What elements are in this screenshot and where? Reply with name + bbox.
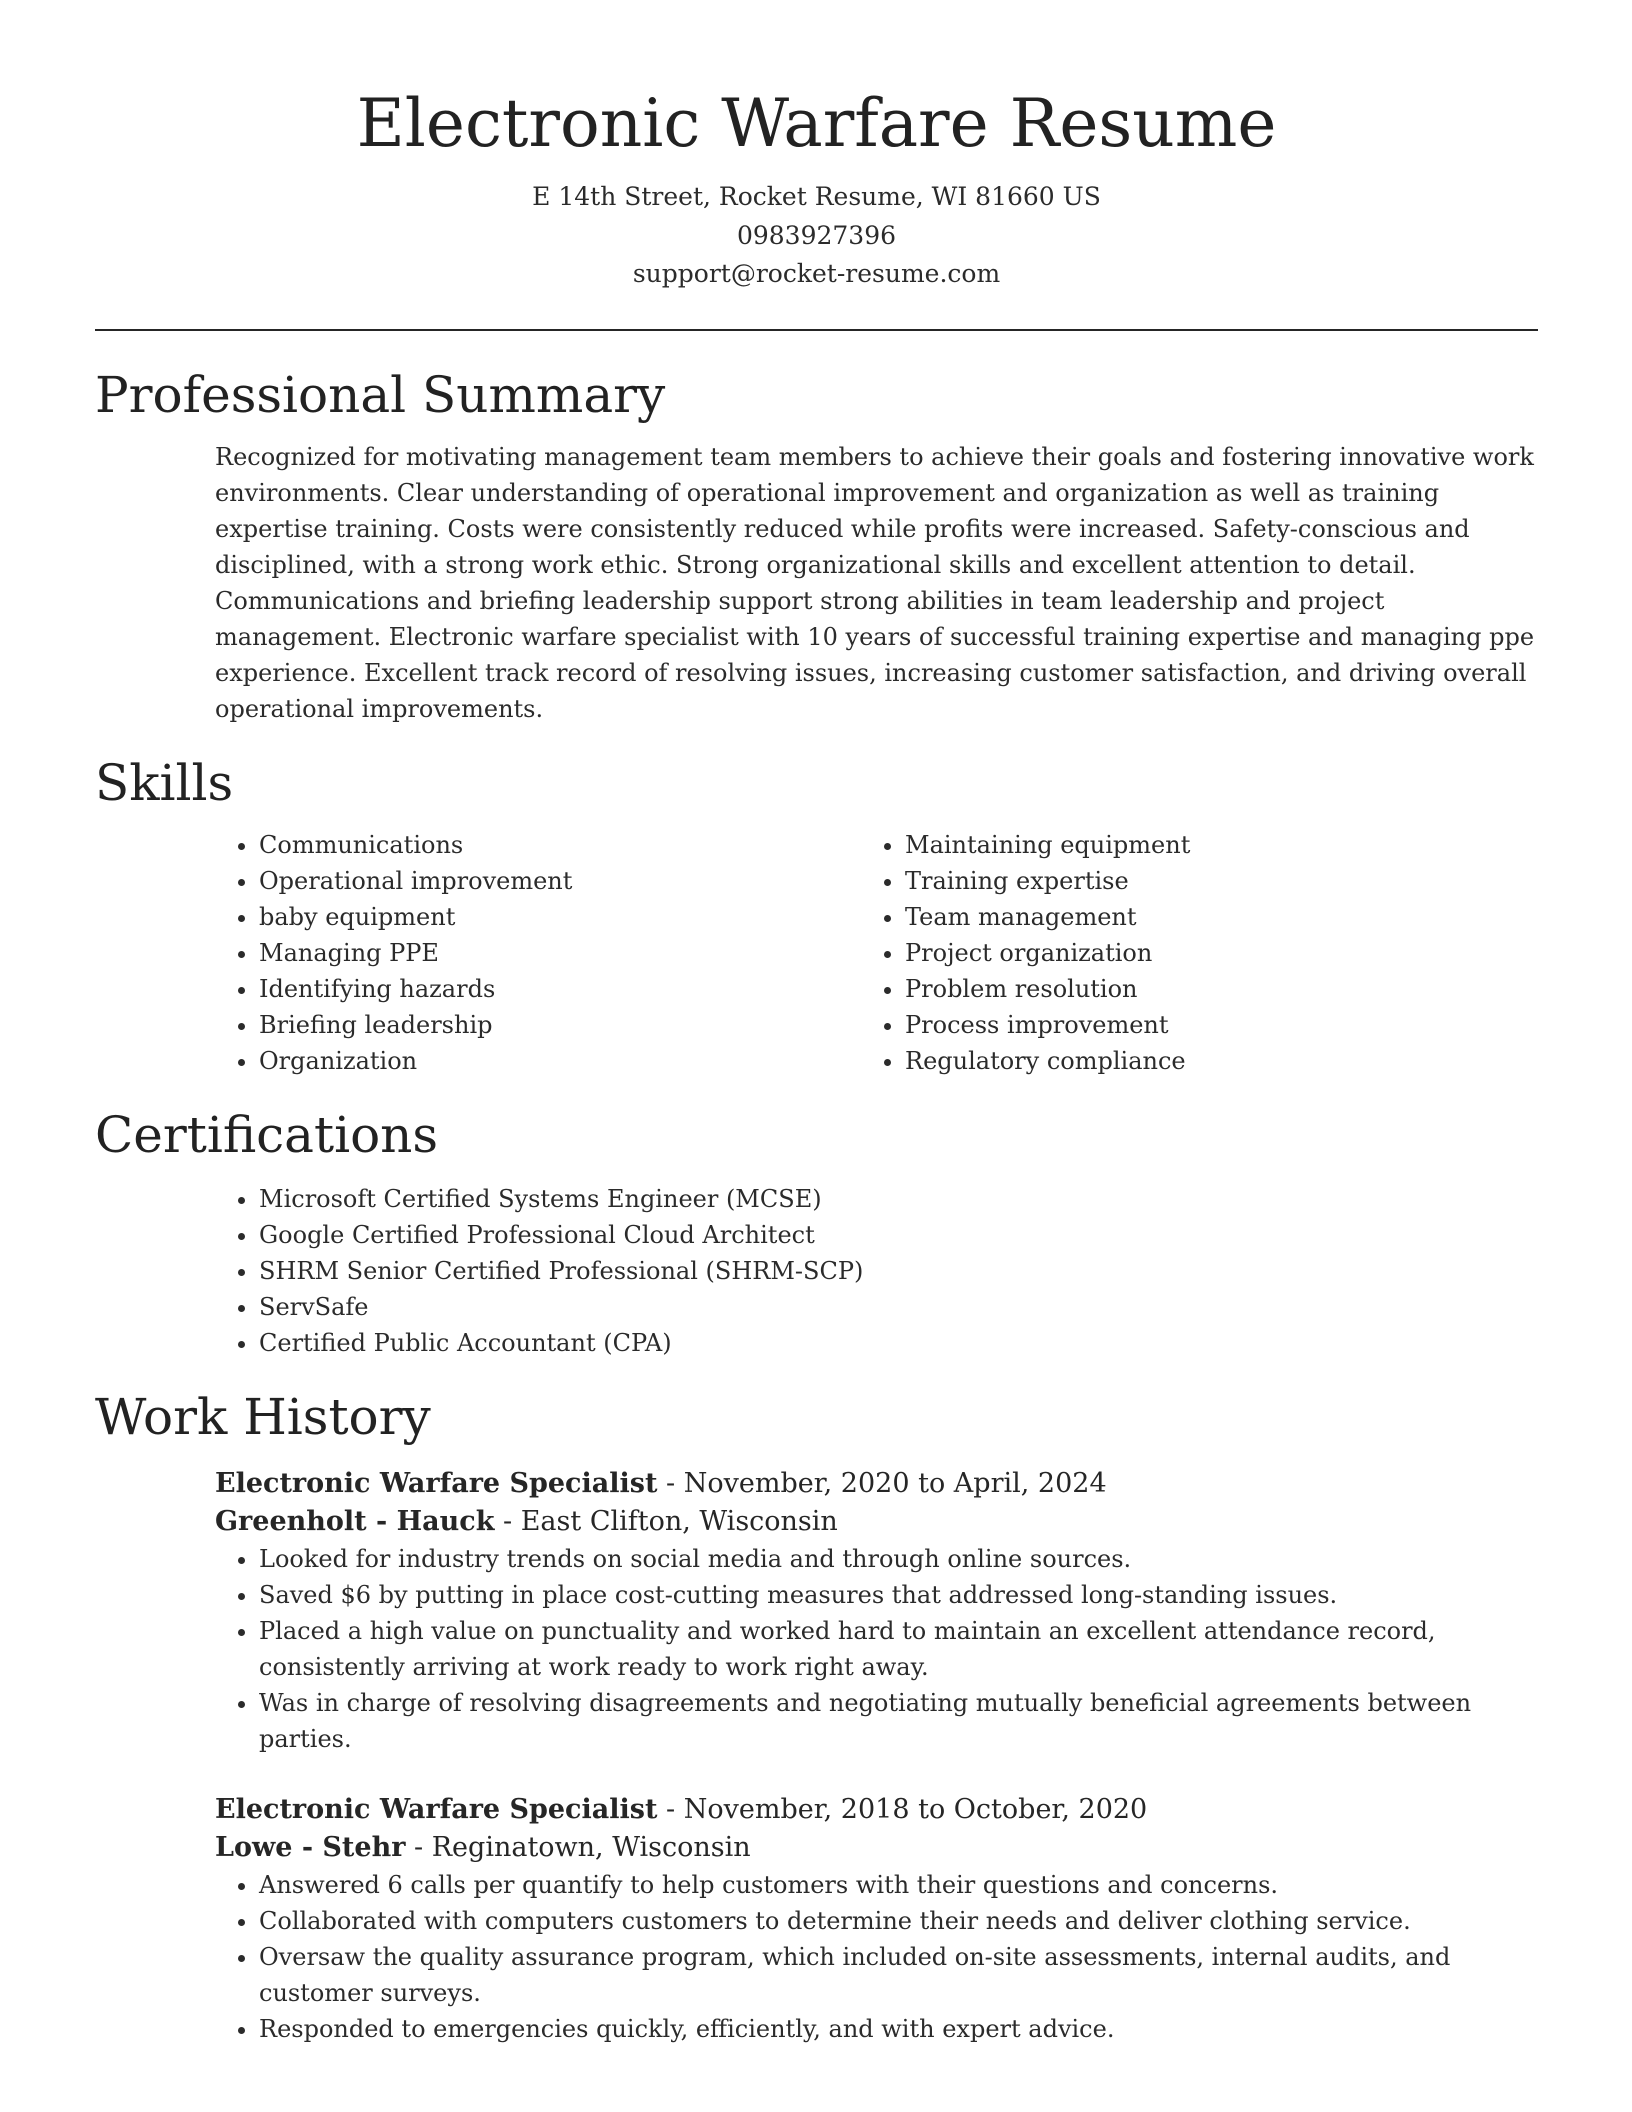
resume-title: Electronic Warfare Resume <box>356 85 1277 162</box>
job-title-line <box>215 1465 1538 1503</box>
certifications-section <box>95 1105 1538 1361</box>
skills-column-left <box>215 827 861 1079</box>
job-responsibilities <box>215 1867 1538 2047</box>
job-bullet: • Collaborated with computers customers to determine their needs and deliver clothing service. <box>259 1903 1538 1939</box>
certification-item: • Microsoft Certified Systems Engineer (MCSE) <box>259 1181 1538 1217</box>
job-company: Lowe - Stehr <box>215 1831 406 1863</box>
job-bullet: • Responded to emergencies quickly, efficiently, and with expert advice. <box>259 2011 1538 2047</box>
job-bullet: • Was in charge of resolving disagreements and negotiating mutually beneficial agreements between parties. <box>259 1685 1538 1757</box>
contact-phone: 0983927396 <box>736 220 897 250</box>
job-dates: - November, 2020 to April, 2024 <box>657 1467 1107 1499</box>
certifications-heading: Certifications <box>95 1105 439 1164</box>
professional-summary-heading: Professional Summary <box>95 365 666 424</box>
skill-item: • Identifying hazards <box>259 971 861 1007</box>
header-divider <box>95 329 1538 331</box>
skills-heading: Skills <box>95 753 234 812</box>
skill-item: • Organization <box>259 1043 861 1079</box>
skills-list-left <box>215 827 861 1079</box>
skills-column-right <box>861 827 1507 1079</box>
professional-summary-text: Recognized for motivating management team members to achieve their goals and fostering innovative work environments. Clear understanding of operational improvement and organization as well as training expertise training. Costs were consistently reduced while profits were increased. Safety-conscious and disciplined, with a strong work ethic. Strong organizational skills and excellent attention to detail. Communications and briefing leadership support strong abilities in team leadership and project management. Electronic warfare specialist with 10 years of successful training expertise and managing ppe experience. Excellent track record of resolving issues, increasing customer satisfaction, and driving overall operational improvements. <box>215 442 1535 723</box>
job-entry <box>215 1791 1538 2047</box>
contact-email: support@rocket-resume.com <box>632 259 1001 288</box>
certification-item: • ServSafe <box>259 1289 1538 1325</box>
job-title: Electronic Warfare Specialist <box>215 1793 658 1825</box>
job-bullet: • Looked for industry trends on social media and through online sources. <box>259 1541 1538 1577</box>
job-bullet: • Placed a high value on punctuality and worked hard to maintain an excellent attendance record, consistently arriving at work ready to work right away. <box>259 1613 1538 1685</box>
certifications-list <box>215 1181 1538 1361</box>
job-location: - Reginatown, Wisconsin <box>405 1831 751 1863</box>
skill-item: • baby equipment <box>259 899 861 935</box>
skill-item: • Team management <box>905 899 1507 935</box>
skills-grid <box>215 827 1538 1079</box>
certification-item: • SHRM Senior Certified Professional (SHRM-SCP) <box>259 1253 1538 1289</box>
job-bullet: • Answered 6 calls per quantify to help customers with their questions and concerns. <box>259 1867 1538 1903</box>
skill-item: • Operational improvement <box>259 863 861 899</box>
skill-item: • Regulatory compliance <box>905 1043 1507 1079</box>
resume-header <box>95 0 1538 294</box>
job-company-line <box>215 1503 1538 1541</box>
job-bullet: • Oversaw the quality assurance program, which included on-site assessments, internal audits, and customer surveys. <box>259 1939 1538 2011</box>
job-title-line <box>215 1791 1538 1829</box>
job-responsibilities <box>215 1541 1538 1757</box>
job-company-line <box>215 1829 1538 1867</box>
contact-address: E 14th Street, Rocket Resume, WI 81660 US <box>532 182 1101 211</box>
skill-item: • Communications <box>259 827 861 863</box>
skill-item: • Maintaining equipment <box>905 827 1507 863</box>
work-history-heading: Work History <box>95 1387 431 1446</box>
certification-item: • Google Certified Professional Cloud Architect <box>259 1217 1538 1253</box>
job-bullet: • Saved $6 by putting in place cost-cutting measures that addressed long-standing issues. <box>259 1577 1538 1613</box>
skill-item: • Process improvement <box>905 1007 1507 1043</box>
job-title: Electronic Warfare Specialist <box>215 1467 658 1499</box>
job-dates: - November, 2018 to October, 2020 <box>657 1793 1148 1825</box>
skill-item: • Briefing leadership <box>259 1007 861 1043</box>
skills-list-right <box>861 827 1507 1079</box>
skills-section <box>95 753 1538 1079</box>
job-location: - East Clifton, Wisconsin <box>494 1505 838 1537</box>
skill-item: • Project organization <box>905 935 1507 971</box>
skill-item: • Problem resolution <box>905 971 1507 1007</box>
job-entry <box>215 1465 1538 1757</box>
job-company: Greenholt - Hauck <box>215 1505 495 1537</box>
skill-item: • Training expertise <box>905 863 1507 899</box>
contact-info <box>95 178 1538 294</box>
work-history-section <box>95 1387 1538 2047</box>
professional-summary-section <box>95 365 1538 727</box>
certification-item: • Certified Public Accountant (CPA) <box>259 1325 1538 1361</box>
certifications-body <box>215 1181 1538 1361</box>
skill-item: • Managing PPE <box>259 935 861 971</box>
